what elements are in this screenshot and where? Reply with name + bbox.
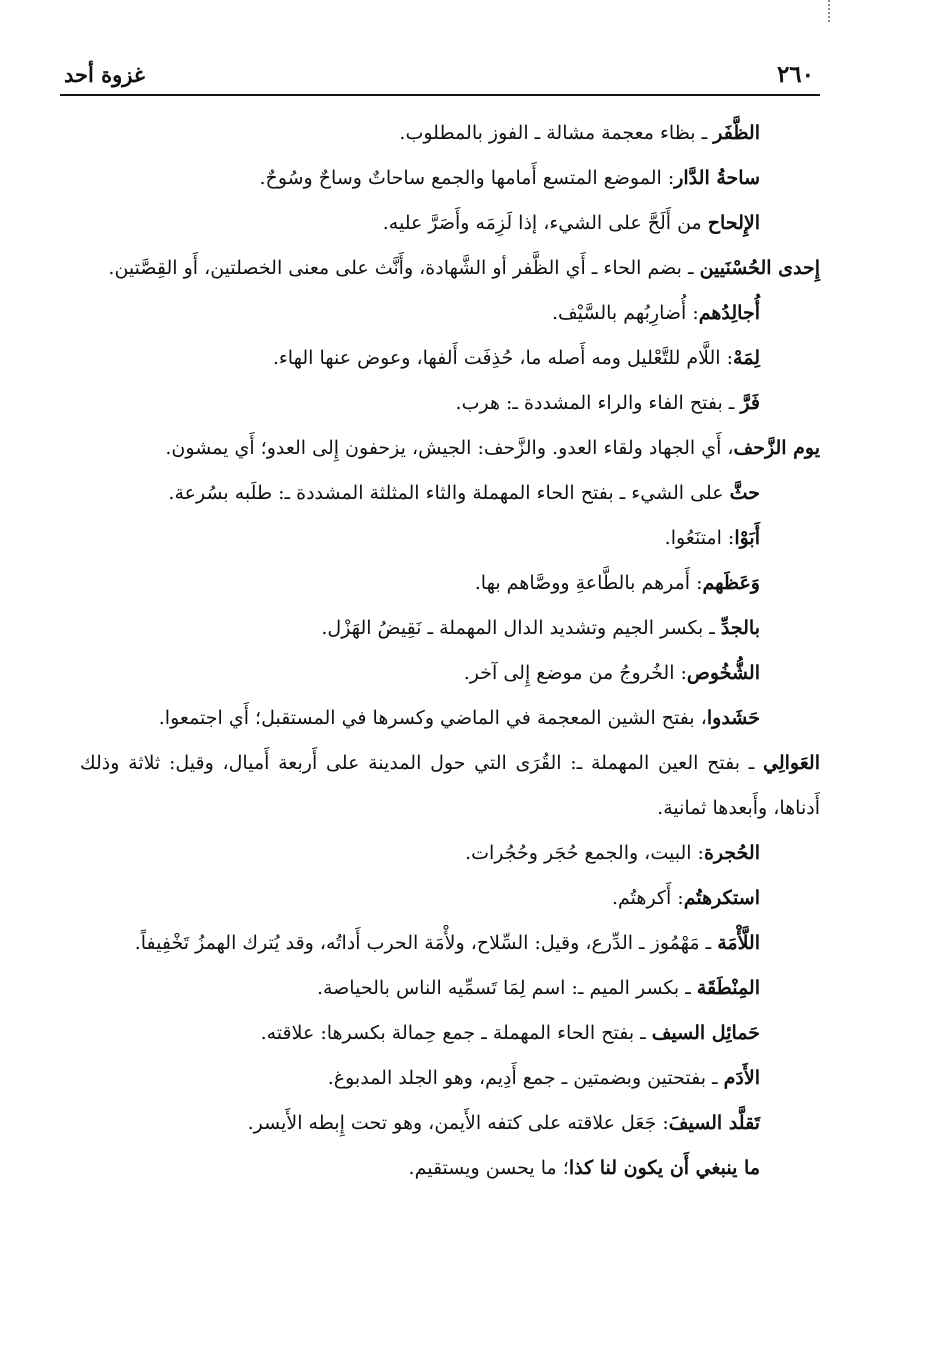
glossary-entry: [80, 1146, 820, 1191]
entry-term: ما ينبغي أَن يكون لنا كذا: [568, 1157, 760, 1179]
entry-term: أُجالِدُهم: [698, 302, 760, 324]
glossary-entry: [80, 516, 820, 561]
glossary-entry: [80, 1011, 820, 1056]
glossary-entry: [80, 381, 820, 426]
glossary-entry: [80, 291, 820, 336]
entry-definition: من أَلَحَّ على الشيء، إذا لَزِمَه وأَصَرَّ عليه.: [382, 212, 708, 234]
entry-term: حثَّ: [729, 482, 760, 504]
entry-definition: ؛ ما يحسن ويستقيم.: [408, 1157, 569, 1179]
entry-term: العَوالِي: [763, 752, 820, 774]
entry-definition: ، أَي الجهاد ولقاء العدو. والزَّحف: الجيش، يزحفون إِلى العدو؛ أَي يمشون.: [165, 437, 734, 459]
glossary-entry: [80, 471, 820, 516]
entry-definition: ، بفتح الشين المعجمة في الماضي وكسرها في المستقبل؛ أَي اجتمعوا.: [158, 707, 707, 729]
glossary-entry: [80, 1101, 820, 1146]
running-title: غزوة أحد: [64, 62, 145, 87]
entry-definition: على الشيء ـ بفتح الحاء المهملة والثاء المثلثة المشددة ـ: طلَبه بسُرعة.: [168, 482, 730, 504]
entry-definition: ـ مَهْمُوز ـ الدِّرع، وقيل: السِّلاح، ولأْمَة الحرب أَداتُه، وقد يُترك الهمزُ تَخْفِيفاً.: [134, 932, 718, 954]
glossary-entry: [80, 876, 820, 921]
glossary-entry: [80, 561, 820, 606]
entry-term: استكرهتُم: [683, 887, 760, 909]
entry-term: الحُجرة: [703, 842, 760, 864]
entry-term: الأَدَم: [723, 1067, 760, 1089]
entry-term: إِحدى الحُسْنَيين: [699, 257, 820, 279]
entry-term: الظَّفَر: [713, 122, 760, 144]
glossary-entry: [80, 1056, 820, 1101]
glossary-entry: [80, 606, 820, 651]
entry-definition: : الموضع المتسع أَمامها والجمع ساحاتٌ وساحٌ وسُوحٌ.: [259, 167, 675, 189]
entry-definition: : أَمرهم بالطَّاعةِ ووصَّاهم بها.: [474, 572, 703, 594]
entry-term: بالجدِّ: [720, 617, 760, 639]
glossary-entry: [80, 111, 820, 156]
glossary-entry: [80, 966, 820, 1011]
entry-definition: ـ بكسر الميم ـ: اسم لِمَا تَسمِّيه الناس بالحياصة.: [316, 977, 697, 999]
glossary-entry: [80, 921, 820, 966]
entry-term: الشُّخُوص: [686, 662, 760, 684]
entry-term: وَعَظَهم: [702, 572, 760, 594]
glossary-entry: [80, 831, 820, 876]
glossary-entry: [80, 246, 820, 291]
entry-term: ساحةُ الدَّار: [674, 167, 760, 189]
entry-definition: : أُضارِبُهم بالسَّيْف.: [551, 302, 699, 324]
entry-definition: : البيت، والجمع حُجَر وحُجُرات.: [465, 842, 704, 864]
glossary-entry: [80, 201, 820, 246]
page-number: ٢٦٠: [776, 61, 814, 88]
glossary-entry: [80, 696, 820, 741]
entry-definition: : جَعَل علاقته على كتفه الأَيمن، وهو تحت إِبطه الأَيسر.: [247, 1112, 669, 1134]
glossary-list: [80, 111, 820, 1191]
entry-term: أَبَوْا: [734, 527, 760, 549]
entry-definition: ـ بفتح الحاء المهملة ـ جمع حِمالة بكسرها: علاقته.: [260, 1022, 652, 1044]
entry-term: حَشَدوا: [706, 707, 760, 729]
glossary-entry: [80, 336, 820, 381]
glossary-entry: [80, 426, 820, 471]
entry-definition: ـ بفتح الفاء والراء المشددة ـ: هرب.: [455, 392, 741, 414]
entry-definition: ـ بضم الحاء ـ أَي الظَّفر أو الشَّهادة، وأَنَّث على معنى الخصلتين، أَو القِصَّتين.: [108, 257, 700, 279]
entry-term: تَقلَّد السيفَ: [668, 1112, 760, 1134]
entry-definition: ـ بفتحتين وبضمتين ـ جمع أَدِيم، وهو الجلد المدبوغ.: [327, 1067, 724, 1089]
entry-definition: : الخُروجُ من موضع إِلى آخر.: [463, 662, 687, 684]
entry-definition: ـ بظاء معجمة مشالة ـ الفوز بالمطلوب.: [399, 122, 714, 144]
glossary-entry: [80, 741, 820, 831]
entry-definition: ـ بفتح العين المهملة ـ: القُرَى التي حول المدينة على أَربعة أَميال، وقيل: ثلاثة وذلك أَدناها، وأَبعدها ثمانية.: [80, 752, 820, 819]
glossary-entry: [80, 156, 820, 201]
entry-term: الإِلحاح: [707, 212, 760, 234]
entry-definition: ـ بكسر الجيم وتشديد الدال المهملة ـ نَقِيضُ الهَزْل.: [321, 617, 721, 639]
entry-definition: : اللَّام للتَّعْليل ومه أَصله ما، حُذِفَت أَلفها، وعوض عنها الهاء.: [272, 347, 734, 369]
entry-term: فَرَّ: [740, 392, 760, 414]
entry-term: حَمائِل السيف: [651, 1022, 760, 1044]
entry-definition: : امتنَعُوا.: [664, 527, 735, 549]
entry-term: اللَّأْمَة: [717, 932, 760, 954]
glossary-entry: [80, 651, 820, 696]
entry-term: المِنْطَقَة: [696, 977, 760, 999]
page-header: [60, 58, 820, 96]
entry-definition: : أَكرهتُم.: [612, 887, 684, 909]
entry-term: لِمَهْ: [733, 347, 760, 369]
entry-term: يوم الزَّحف: [733, 437, 820, 459]
margin-mark: [828, 0, 833, 22]
